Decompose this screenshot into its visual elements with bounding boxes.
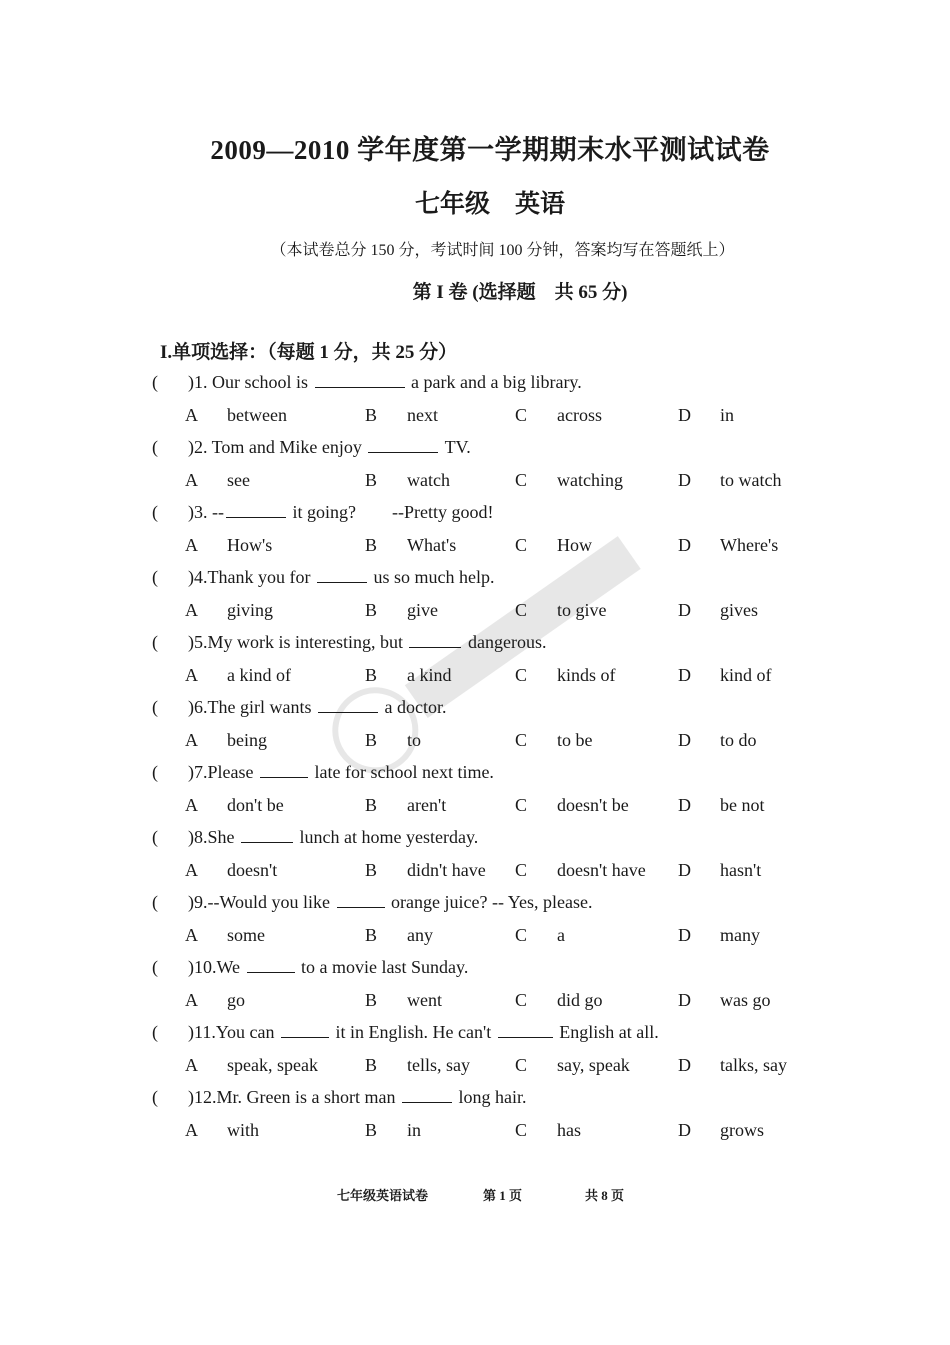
option-text: giving: [227, 600, 274, 620]
option-letter: C: [515, 990, 528, 1010]
option-letter: A: [185, 730, 198, 750]
option-text: to watch: [720, 470, 782, 490]
option-letter: D: [678, 405, 691, 425]
option-text: to give: [557, 600, 607, 620]
footer-page-number: 第 1 页: [483, 1188, 523, 1203]
option-text: doesn't have: [557, 860, 646, 880]
option-letter: C: [515, 470, 528, 490]
answer-bracket[interactable]: (: [152, 437, 158, 457]
answer-bracket[interactable]: (: [152, 697, 158, 717]
option-text: between: [227, 405, 287, 425]
exam-subtitle: 七年级 英语: [414, 191, 565, 218]
answer-bracket[interactable]: (: [152, 372, 158, 392]
option-text: speak, speak: [227, 1055, 318, 1075]
option-text: a: [557, 925, 565, 945]
option-letter: C: [515, 925, 528, 945]
footer-paper-name: 七年级英语试卷: [337, 1188, 429, 1203]
question-stem: [150, 433, 830, 466]
option-text: across: [557, 405, 602, 425]
stem-after: late for school next time.: [309, 762, 494, 782]
stem-before: )10.We: [188, 957, 245, 977]
option-letter: A: [185, 535, 198, 555]
option-letter: D: [678, 535, 691, 555]
option-letter: A: [185, 1055, 198, 1075]
option-letter: D: [678, 730, 691, 750]
stem-before: )8.She: [188, 827, 239, 847]
option-letter: D: [678, 1055, 691, 1075]
option-text: doesn't be: [557, 795, 629, 815]
question-text: [188, 433, 471, 461]
stem-before: )7.Please: [188, 762, 258, 782]
stem-after: us so much help.: [368, 567, 495, 587]
options-row: [150, 986, 830, 1018]
stem-before: )6.The girl wants: [188, 697, 316, 717]
option-letter: A: [185, 795, 198, 815]
option-letter: D: [678, 860, 691, 880]
question-stem: [150, 823, 830, 856]
option-text: being: [227, 730, 267, 750]
question-stem: [150, 888, 830, 921]
option-letter: A: [185, 990, 198, 1010]
stem-before: )9.--Would you like: [188, 892, 335, 912]
answer-blank: [226, 501, 286, 518]
options-row: [150, 856, 830, 888]
exam-title: 2009—2010 学年度第一学期期末水平测试试卷: [210, 135, 770, 165]
option-text: gives: [720, 600, 758, 620]
question-text: [188, 693, 446, 721]
option-text: see: [227, 470, 250, 490]
option-letter: A: [185, 405, 198, 425]
question-text: [188, 758, 494, 786]
option-letter: A: [185, 1120, 198, 1140]
option-text: with: [227, 1120, 260, 1140]
question-text: [188, 498, 493, 526]
option-text: be not: [720, 795, 765, 815]
option-letter: A: [185, 600, 198, 620]
question-stem: [150, 1018, 830, 1051]
option-text: any: [407, 925, 433, 945]
answer-bracket[interactable]: (: [152, 827, 158, 847]
stem-before: )3. --: [188, 502, 224, 522]
question-text: [188, 823, 478, 851]
option-text: didn't have: [407, 860, 486, 880]
option-text: talks, say: [720, 1055, 787, 1075]
answer-blank: [337, 891, 385, 908]
option-letter: D: [678, 795, 691, 815]
option-text: go: [227, 990, 245, 1010]
option-text: watch: [407, 470, 450, 490]
question-text: [188, 628, 546, 656]
option-text: went: [407, 990, 442, 1010]
stem-before: )5.My work is interesting, but: [188, 632, 408, 652]
options-row: [150, 726, 830, 758]
option-text: grows: [720, 1120, 764, 1140]
option-letter: C: [515, 730, 528, 750]
option-letter: D: [678, 1120, 691, 1140]
stem-before: )1. Our school is: [188, 372, 313, 392]
option-letter: A: [185, 860, 198, 880]
answer-bracket[interactable]: (: [152, 1087, 158, 1107]
option-letter: B: [365, 1055, 378, 1075]
option-letter: C: [515, 405, 528, 425]
question-stem: [150, 693, 830, 726]
options-row: [150, 661, 830, 693]
answer-blank: [317, 566, 367, 583]
question-stem: [150, 368, 830, 401]
answer-bracket[interactable]: (: [152, 567, 158, 587]
stem-after: to a movie last Sunday.: [296, 957, 469, 977]
volume-heading: 第 I 卷 (选择题 共 65 分): [412, 282, 628, 303]
question-stem: [150, 563, 830, 596]
option-text: hasn't: [720, 860, 762, 880]
options-row: [150, 401, 830, 433]
option-letter: A: [185, 925, 198, 945]
option-letter: C: [515, 600, 528, 620]
stem-middle: it in English. He can't: [331, 1022, 496, 1042]
option-letter: B: [365, 990, 378, 1010]
option-text: next: [407, 405, 438, 425]
answer-bracket[interactable]: (: [152, 1022, 158, 1042]
option-text: to: [407, 730, 422, 750]
answer-blank: [247, 956, 295, 973]
option-text: How's: [227, 535, 273, 555]
option-text: watching: [557, 470, 623, 490]
option-letter: B: [365, 795, 378, 815]
option-text: kind of: [720, 665, 772, 685]
question-stem: [150, 1083, 830, 1116]
stem-after: a park and a big library.: [406, 372, 582, 392]
option-letter: C: [515, 860, 528, 880]
question-list: [150, 368, 830, 1148]
option-letter: C: [515, 1120, 528, 1140]
question-text: [188, 563, 494, 591]
footer-page-total: 共 8 页: [585, 1188, 625, 1203]
answer-blank: [409, 631, 461, 648]
answer-blank: [260, 761, 308, 778]
option-letter: B: [365, 1120, 378, 1140]
option-text: How: [557, 535, 592, 555]
stem-before: )4.Thank you for: [188, 567, 315, 587]
stem-after: lunch at home yesterday.: [295, 827, 479, 847]
option-letter: B: [365, 925, 378, 945]
option-letter: C: [515, 535, 528, 555]
answer-bracket[interactable]: (: [152, 957, 158, 977]
question-stem: [150, 758, 830, 791]
option-letter: B: [365, 405, 378, 425]
answer-blank: [315, 371, 405, 388]
answer-blank: [402, 1086, 452, 1103]
option-text: to be: [557, 730, 593, 750]
option-text: say, speak: [557, 1055, 630, 1075]
option-text: was go: [720, 990, 771, 1010]
question-text: [188, 1083, 526, 1111]
question-text: [188, 368, 582, 396]
options-row: [150, 596, 830, 628]
option-letter: B: [365, 860, 378, 880]
question-stem: [150, 628, 830, 661]
answer-blank: [241, 826, 293, 843]
option-text: in: [720, 405, 735, 425]
option-text: What's: [407, 535, 457, 555]
options-row: [150, 921, 830, 953]
option-letter: D: [678, 990, 691, 1010]
option-text: to do: [720, 730, 757, 750]
stem-before: )11.You can: [188, 1022, 280, 1042]
option-text: give: [407, 600, 438, 620]
option-text: doesn't: [227, 860, 278, 880]
option-letter: D: [678, 925, 691, 945]
option-text: don't be: [227, 795, 284, 815]
stem-after: TV.: [440, 437, 471, 457]
stem-after: long hair.: [453, 1087, 527, 1107]
option-letter: D: [678, 470, 691, 490]
answer-bracket[interactable]: (: [152, 762, 158, 782]
options-row: [150, 531, 830, 563]
option-letter: A: [185, 470, 198, 490]
stem-before: )12.Mr. Green is a short man: [188, 1087, 400, 1107]
answer-bracket[interactable]: (: [152, 892, 158, 912]
option-letter: B: [365, 600, 378, 620]
option-text: many: [720, 925, 760, 945]
option-letter: C: [515, 795, 528, 815]
options-row: [150, 466, 830, 498]
option-text: a kind of: [227, 665, 291, 685]
option-text: in: [407, 1120, 422, 1140]
option-text: kinds of: [557, 665, 616, 685]
question-text: [188, 953, 468, 981]
options-row: [150, 791, 830, 823]
option-text: did go: [557, 990, 603, 1010]
stem-after: a doctor.: [379, 697, 447, 717]
option-letter: B: [365, 730, 378, 750]
stem-after: orange juice? -- Yes, please.: [386, 892, 593, 912]
options-row: [150, 1051, 830, 1083]
option-letter: D: [678, 665, 691, 685]
option-text: has: [557, 1120, 581, 1140]
answer-blank: [498, 1021, 553, 1038]
options-row: [150, 1116, 830, 1148]
option-letter: C: [515, 665, 528, 685]
answer-blank: [318, 696, 378, 713]
option-letter: A: [185, 665, 198, 685]
option-letter: B: [365, 665, 378, 685]
option-letter: B: [365, 470, 378, 490]
option-letter: D: [678, 600, 691, 620]
stem-after: it going? --Pretty good!: [287, 502, 494, 522]
exam-note: （本试卷总分 150 分，考试时间 100 分钟，答案均写在答题纸上）: [270, 242, 735, 259]
option-letter: B: [365, 535, 378, 555]
option-text: some: [227, 925, 265, 945]
answer-blank: [368, 436, 438, 453]
option-text: tells, say: [407, 1055, 470, 1075]
option-text: a kind: [407, 665, 452, 685]
answer-blank: [281, 1021, 329, 1038]
option-text: Where's: [720, 535, 779, 555]
answer-bracket[interactable]: (: [152, 502, 158, 522]
question-text: [188, 1018, 659, 1046]
answer-bracket[interactable]: (: [152, 632, 158, 652]
question-stem: [150, 953, 830, 986]
question-stem: [150, 498, 830, 531]
option-letter: C: [515, 1055, 528, 1075]
stem-before: )2. Tom and Mike enjoy: [188, 437, 367, 457]
question-text: [188, 888, 592, 916]
option-text: aren't: [407, 795, 447, 815]
section-heading: I.单项选择：（每题 1 分，共 25 分）: [160, 342, 458, 363]
stem-after: dangerous.: [463, 632, 547, 652]
stem-after: English at all.: [554, 1022, 659, 1042]
